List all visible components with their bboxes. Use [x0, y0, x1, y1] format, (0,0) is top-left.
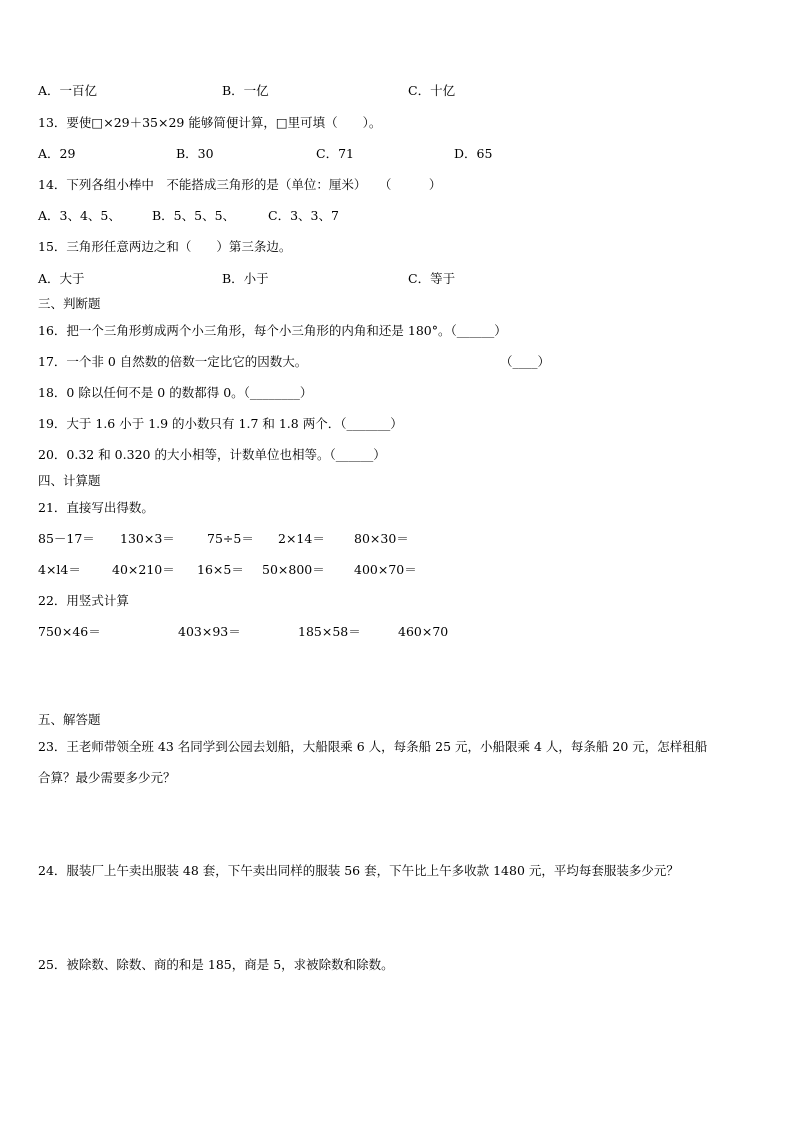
- section-3-heading: 三、判断题: [38, 296, 101, 311]
- q22-item: 185×58＝: [298, 624, 361, 639]
- q15-option-a[interactable]: A．大于: [38, 271, 85, 286]
- section-5-heading: 五、解答题: [38, 712, 101, 727]
- q22-item: 460×70: [398, 624, 449, 639]
- q21-item: 75÷5＝: [207, 531, 254, 546]
- q21-item: 50×800＝: [262, 562, 325, 577]
- q21-stem: 21．直接写出得数。: [38, 500, 154, 515]
- q14-option-b[interactable]: B．5、5、5、: [152, 208, 236, 223]
- q15-options: [0, 272, 794, 286]
- q20: 20．0.32 和 0.320 的大小相等，计数单位也相等。（______）: [38, 447, 386, 462]
- q21-row-2: [0, 563, 794, 577]
- q13-option-d[interactable]: D．65: [454, 146, 493, 161]
- q19: 19．大于 1.6 小于 1.9 的小数只有 1.7 和 1.8 两个．（_______）: [38, 416, 403, 431]
- q21-item: 40×210＝: [112, 562, 175, 577]
- q13-stem: 13．要使□×29＋35×29 能够简便计算，□里可填（ ）。: [38, 115, 382, 130]
- q21-item: 80×30＝: [354, 531, 409, 546]
- q22-items: [0, 625, 794, 639]
- q21-item: 4×l4＝: [38, 562, 81, 577]
- q25: 25．被除数、除数、商的和是 185，商是 5，求被除数和除数。: [38, 957, 394, 972]
- q15-option-c[interactable]: C．等于: [408, 271, 456, 286]
- q14-option-a[interactable]: A．3、4、5、: [38, 208, 121, 223]
- q24: 24．服装厂上午卖出服装 48 套，下午卖出同样的服装 56 套，下午比上午多收款 1480 元，平均每套服装多少元？: [38, 863, 679, 878]
- q17-answer-blank[interactable]: （____）: [500, 354, 551, 369]
- q22-item: 403×93＝: [178, 624, 241, 639]
- q23-line-2: 合算？最少需要多少元？: [38, 770, 176, 785]
- q13-options: [0, 147, 794, 161]
- q14-options: [0, 209, 794, 223]
- q23-line-1: 23．王老师带领全班 43 名同学到公园去划船，大船限乘 6 人，每条船 25 元，小船限乘 4 人，每条船 20 元，怎样租船: [38, 739, 708, 754]
- q15-option-b[interactable]: B．小于: [222, 271, 269, 286]
- q21-item: 130×3＝: [120, 531, 175, 546]
- q12-option-b[interactable]: B．一亿: [222, 83, 269, 98]
- q12-options: [0, 84, 794, 98]
- q13-option-c[interactable]: C．71: [316, 146, 354, 161]
- q21-item: 85－17＝: [38, 531, 95, 546]
- q22-stem: 22．用竖式计算: [38, 593, 129, 608]
- q13-option-b[interactable]: B．30: [176, 146, 214, 161]
- section-4-heading: 四、计算题: [38, 473, 101, 488]
- q17-text: 17．一个非 0 自然数的倍数一定比它的因数大。: [38, 354, 308, 369]
- q21-item: 16×5＝: [197, 562, 244, 577]
- q18: 18．0 除以任何不是 0 的数都得 0。（________）: [38, 385, 313, 400]
- q21-item: 2×14＝: [278, 531, 325, 546]
- q22-item: 750×46＝: [38, 624, 101, 639]
- q21-row-1: [0, 532, 794, 546]
- q21-item: 400×70＝: [354, 562, 417, 577]
- q13-option-a[interactable]: A．29: [38, 146, 76, 161]
- q12-option-a[interactable]: A．一百亿: [38, 83, 98, 98]
- q16: 16．把一个三角形剪成两个小三角形，每个小三角形的内角和还是 180°。（______）: [38, 323, 507, 338]
- q14-stem: 14．下列各组小棒中 不能搭成三角形的是（单位：厘米） （ ）: [38, 177, 442, 192]
- q12-option-c[interactable]: C．十亿: [408, 83, 456, 98]
- q15-stem: 15．三角形任意两边之和（ ）第三条边。: [38, 239, 292, 254]
- q14-option-c[interactable]: C．3、3、7: [268, 208, 339, 223]
